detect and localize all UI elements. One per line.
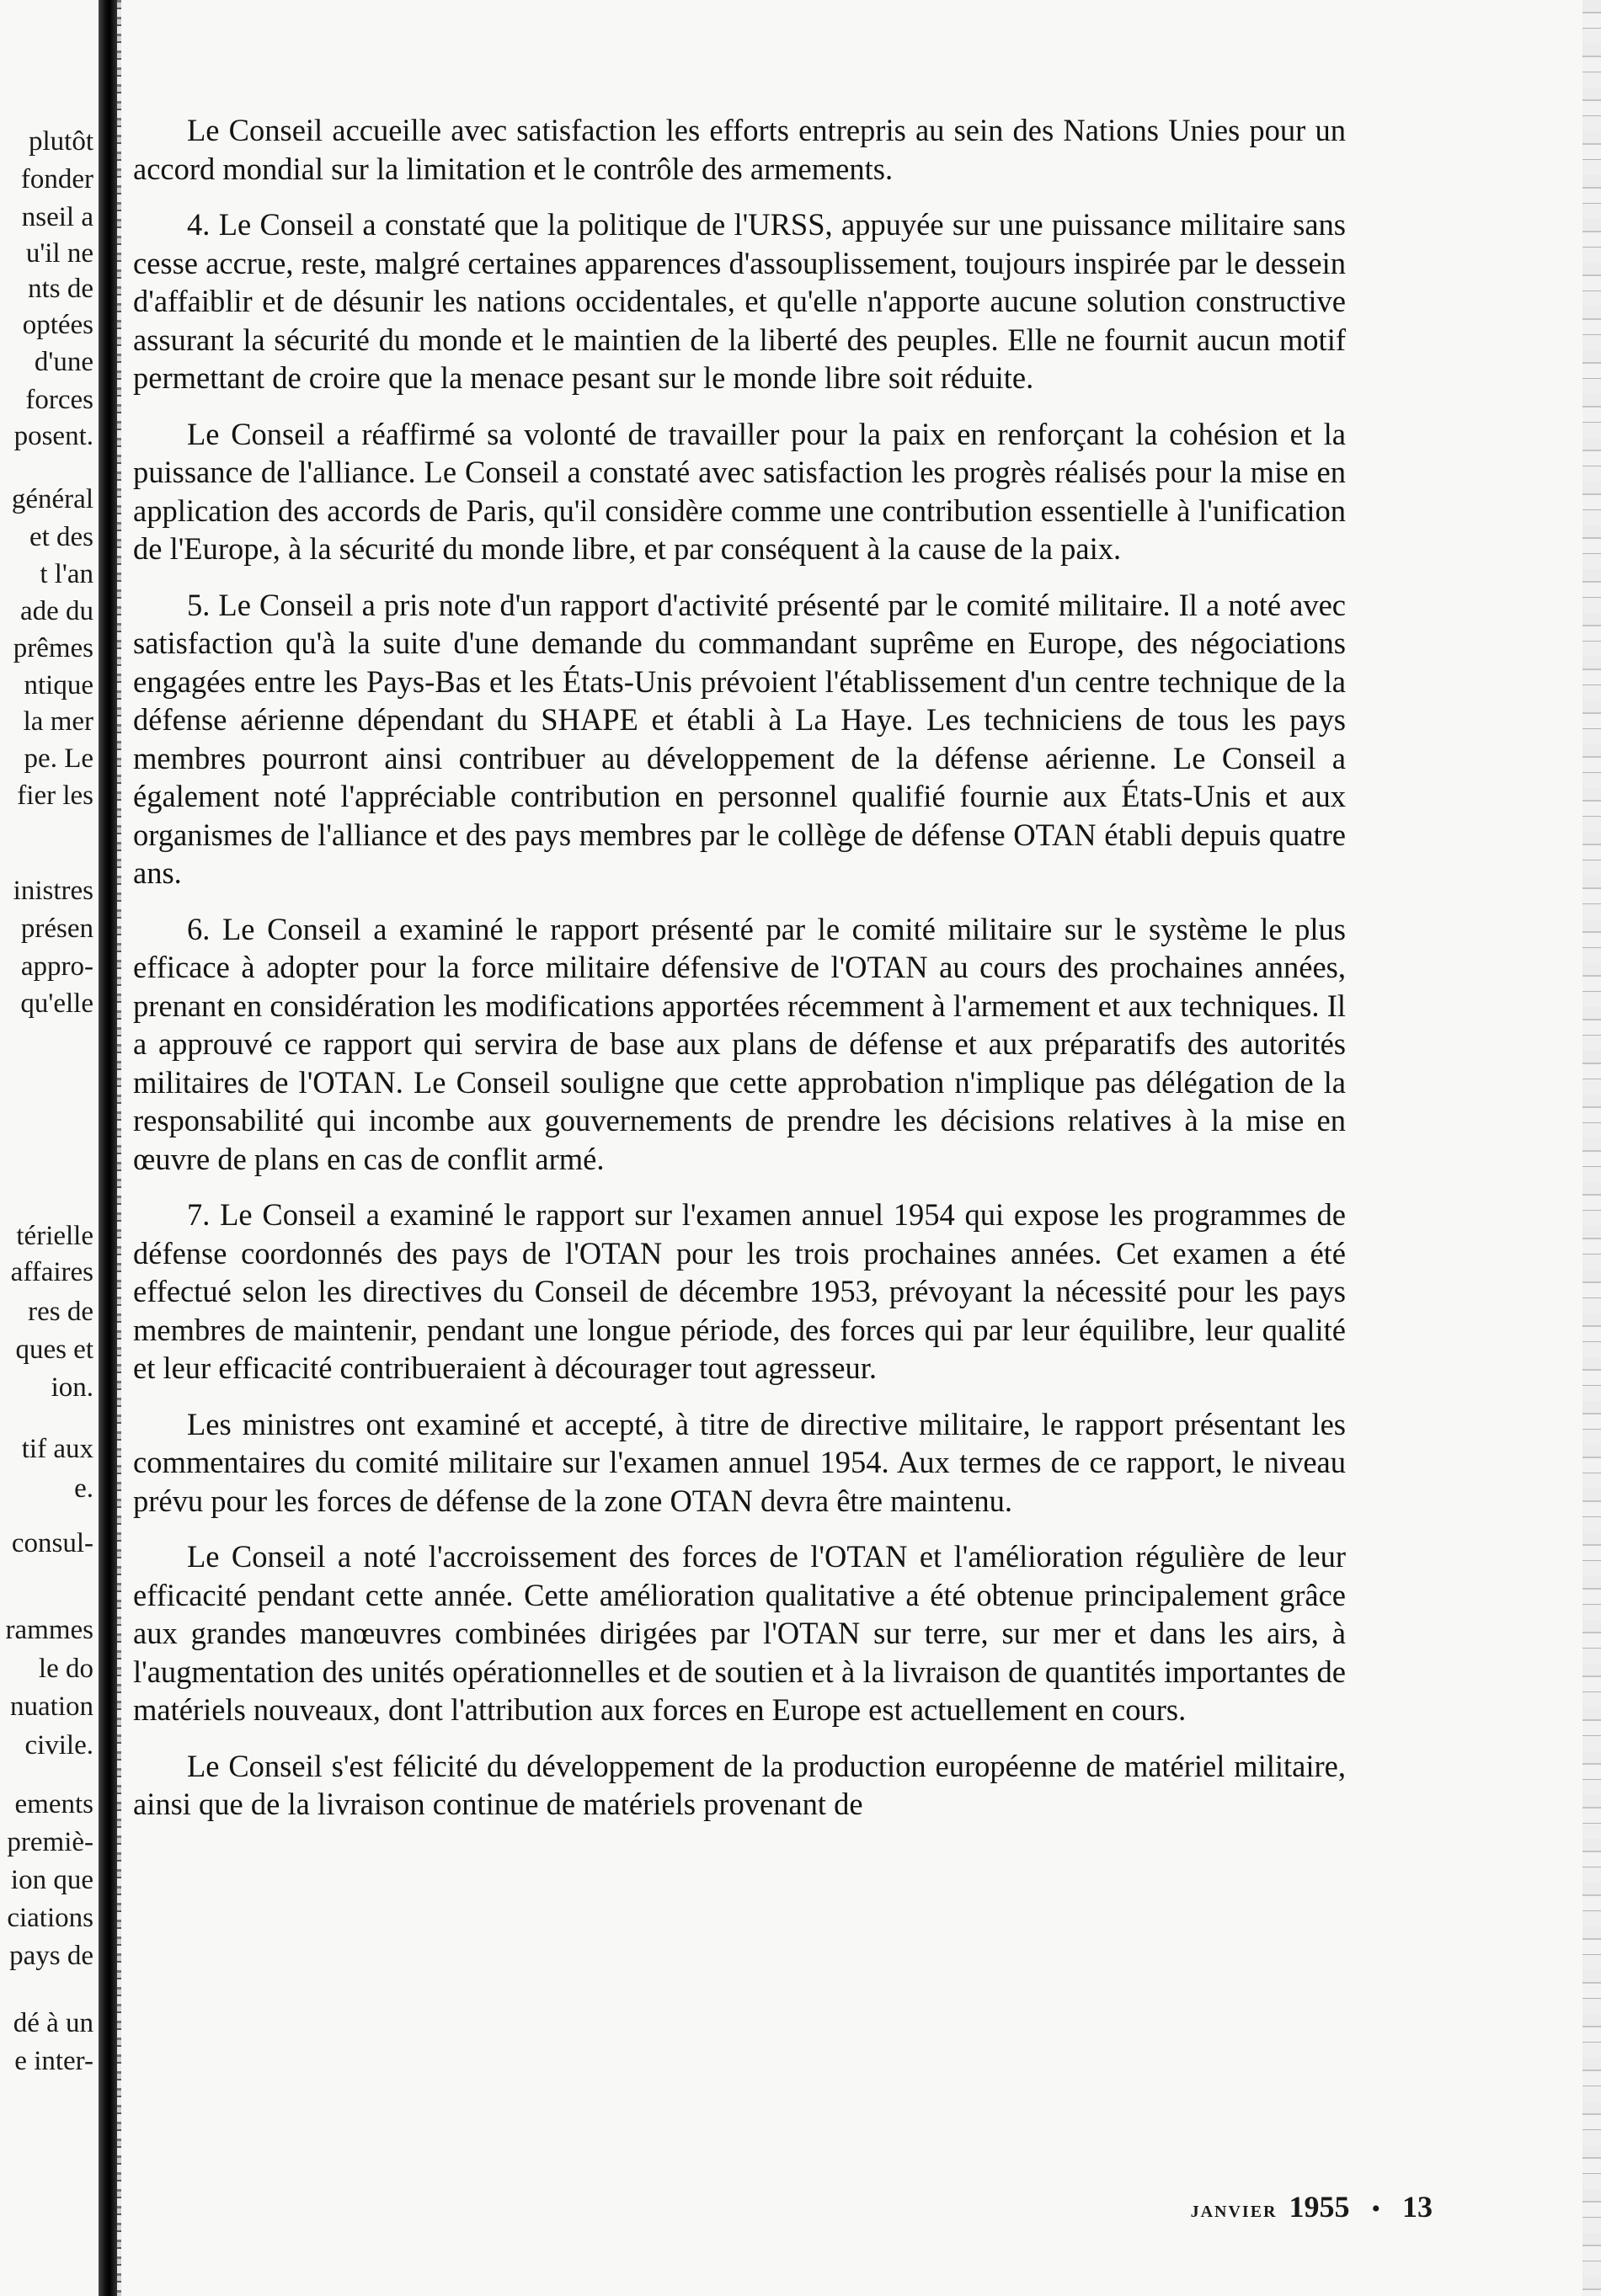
- fragment-line: inistres: [13, 876, 93, 906]
- fragment-line: nseil a: [21, 202, 93, 232]
- page-number: 13: [1402, 2190, 1433, 2224]
- fragment-line: général: [11, 484, 93, 514]
- fragment-line: forces: [25, 385, 93, 415]
- fragment-line: ntique: [24, 670, 93, 701]
- fragment-line: fonder: [20, 164, 93, 194]
- footer-month: janvier: [1190, 2196, 1278, 2223]
- fragment-line: u'il ne: [25, 238, 93, 269]
- fragment-line: tif aux: [21, 1434, 93, 1464]
- fragment-line: e.: [74, 1473, 93, 1504]
- fragment-line: ion que: [10, 1865, 93, 1895]
- fragment-line: présen: [20, 914, 93, 944]
- previous-page-column: [0, 0, 99, 2296]
- fragment-line: la mer: [23, 706, 93, 737]
- fragment-line: plutôt: [28, 126, 93, 157]
- paragraph: Les ministres ont examiné et accepté, à titre de directive militaire, le rapport présentant les commentaires du comité militaire sur l'examen annuel 1954. Aux termes de ce rapport, le niveau prévu pour les forces de défense de la zone OTAN devra être maintenu.: [133, 1406, 1346, 1518]
- fragment-line: pays de: [9, 1941, 93, 1971]
- book-spine-gutter: [99, 0, 117, 2296]
- fragment-line: e inter-: [14, 2046, 93, 2076]
- footer-bullet-separator: •: [1371, 2195, 1380, 2223]
- fragment-line: ade du: [19, 596, 93, 626]
- main-text-column: [133, 111, 1346, 1841]
- fragment-line: et des: [29, 522, 93, 552]
- fragment-line: prêmes: [13, 633, 93, 663]
- fragment-line: rammes: [5, 1615, 93, 1645]
- fragment-line: affaires: [10, 1257, 93, 1287]
- fragment-line: ciations: [7, 1903, 93, 1933]
- paragraph: Le Conseil accueille avec satisfaction les efforts entrepris au sein des Nations Unies pour un accord mondial sur la limitation et le contrôle des armements.: [133, 113, 1346, 186]
- fragment-line: t l'an: [40, 559, 93, 589]
- fragment-line: res de: [28, 1297, 93, 1327]
- fragment-line: térielle: [16, 1221, 93, 1251]
- footer-year: 1955: [1289, 2190, 1350, 2224]
- fragment-line: optées: [22, 310, 93, 340]
- fragment-line: ques et: [15, 1334, 93, 1365]
- fragment-line: d'une: [34, 347, 93, 377]
- page-footer: [1191, 2189, 1433, 2224]
- fragment-line: civile.: [24, 1730, 93, 1761]
- page-edge: [1582, 0, 1601, 2296]
- paragraph: Le Conseil a noté l'accroissement des forces de l'OTAN et l'amélioration régulière de leur efficacité pendant cette année. Cette amélioration qualitative a été obtenue principalement grâce aux grandes manœuvres combinées dirigées par l'OTAN sur terre, sur mer et dans les airs, à l'augmentation des unités opérationnelles et de soutien et à la livraison de quantités importantes de matériels nouveaux, dont l'attribution aux forces en Europe est actuellement en cours.: [133, 1539, 1346, 1727]
- fragment-line: posent.: [13, 421, 93, 451]
- fragment-line: fier les: [17, 780, 93, 811]
- fragment-line: nts de: [28, 274, 93, 304]
- paragraph-section-4: 4. Le Conseil a constaté que la politique de l'URSS, appuyée sur une puissance militaire sans cesse accrue, reste, malgré certaines apparences d'assouplissement, toujours inspirée par le dessein d'affaiblir et de désunir les nations occidentales, et qu'elle n'apporte aucune solution constructive assurant la sécurité du monde et le maintien de la liberté des peuples. Elle ne fournit aucun motif permettant de croire que la menace pesant sur le monde libre soit réduite.: [133, 207, 1346, 395]
- fragment-line: premiè-: [7, 1827, 93, 1857]
- paragraph: Le Conseil a réaffirmé sa volonté de travailler pour la paix en renforçant la cohésion et la puissance de l'alliance. Le Conseil a constaté avec satisfaction les progrès réalisés pour la mise en application des accords de Paris, qu'il considère comme une contribution essentielle à l'unification de l'Europe, à la sécurité du monde libre, et par conséquent à la cause de la paix.: [133, 416, 1346, 566]
- fragment-line: consul-: [11, 1528, 93, 1558]
- fragment-line: qu'elle: [20, 988, 93, 1019]
- spine-edge: [117, 0, 121, 2296]
- paragraph: Le Conseil s'est félicité du développement de la production européenne de matériel militaire, ainsi que de la livraison continue de matériels provenant de: [133, 1748, 1346, 1821]
- fragment-line: ements: [14, 1789, 93, 1819]
- fragment-line: dé à un: [13, 2008, 93, 2038]
- paragraph-section-7: 7. Le Conseil a examiné le rapport sur l'examen annuel 1954 qui expose les programmes de défense coordonnés des pays de l'OTAN pour les trois prochaines années. Cet examen a été effectué selon les directives du Conseil de décembre 1953, prévoyant la nécessité pour les pays membres de maintenir, pendant une longue période, des forces qui par leur équilibre, leur qualité et leur efficacité contribueraient à décourager tout agresseur.: [133, 1197, 1346, 1385]
- fragment-line: nuation: [10, 1691, 93, 1722]
- fragment-line: appro-: [20, 951, 93, 982]
- fragment-line: le do: [38, 1654, 93, 1684]
- fragment-line: pe. Le: [24, 743, 93, 774]
- paragraph-section-6: 6. Le Conseil a examiné le rapport présenté par le comité militaire sur le système le plus efficace à adopter pour la force militaire défensive de l'OTAN au cours des prochaines années, prenant en considération les modifications apportées récemment à l'armement et aux techniques. Il a approuvé ce rapport qui servira de base aux plans de défense et aux préparatifs des autorités militaires de l'OTAN. Le Conseil souligne que cette approbation n'implique pas délégation de la responsabilité qui incombe aux gouvernements de prendre les décisions relatives à la mise en œuvre de plans en cas de conflit armé.: [133, 911, 1346, 1176]
- fragment-line: ion.: [51, 1372, 93, 1403]
- paragraph-section-5: 5. Le Conseil a pris note d'un rapport d'activité présenté par le comité militaire. Il a noté avec satisfaction qu'à la suite d'une demande du commandant suprême en Europe, des négociations engagées entre les Pays-Bas et les États-Unis prévoient l'établissement d'un centre technique de la défense aérienne dépendant du SHAPE et établi à La Haye. Les techniciens de tous les pays membres pourront ainsi contribuer au développement de la défense aérienne. Le Conseil a également noté l'appréciable contribution en personnel qualifié fournie aux États-Unis et aux organismes de l'alliance et des pays membres par le collège de défense OTAN établi depuis quatre ans.: [133, 587, 1346, 890]
